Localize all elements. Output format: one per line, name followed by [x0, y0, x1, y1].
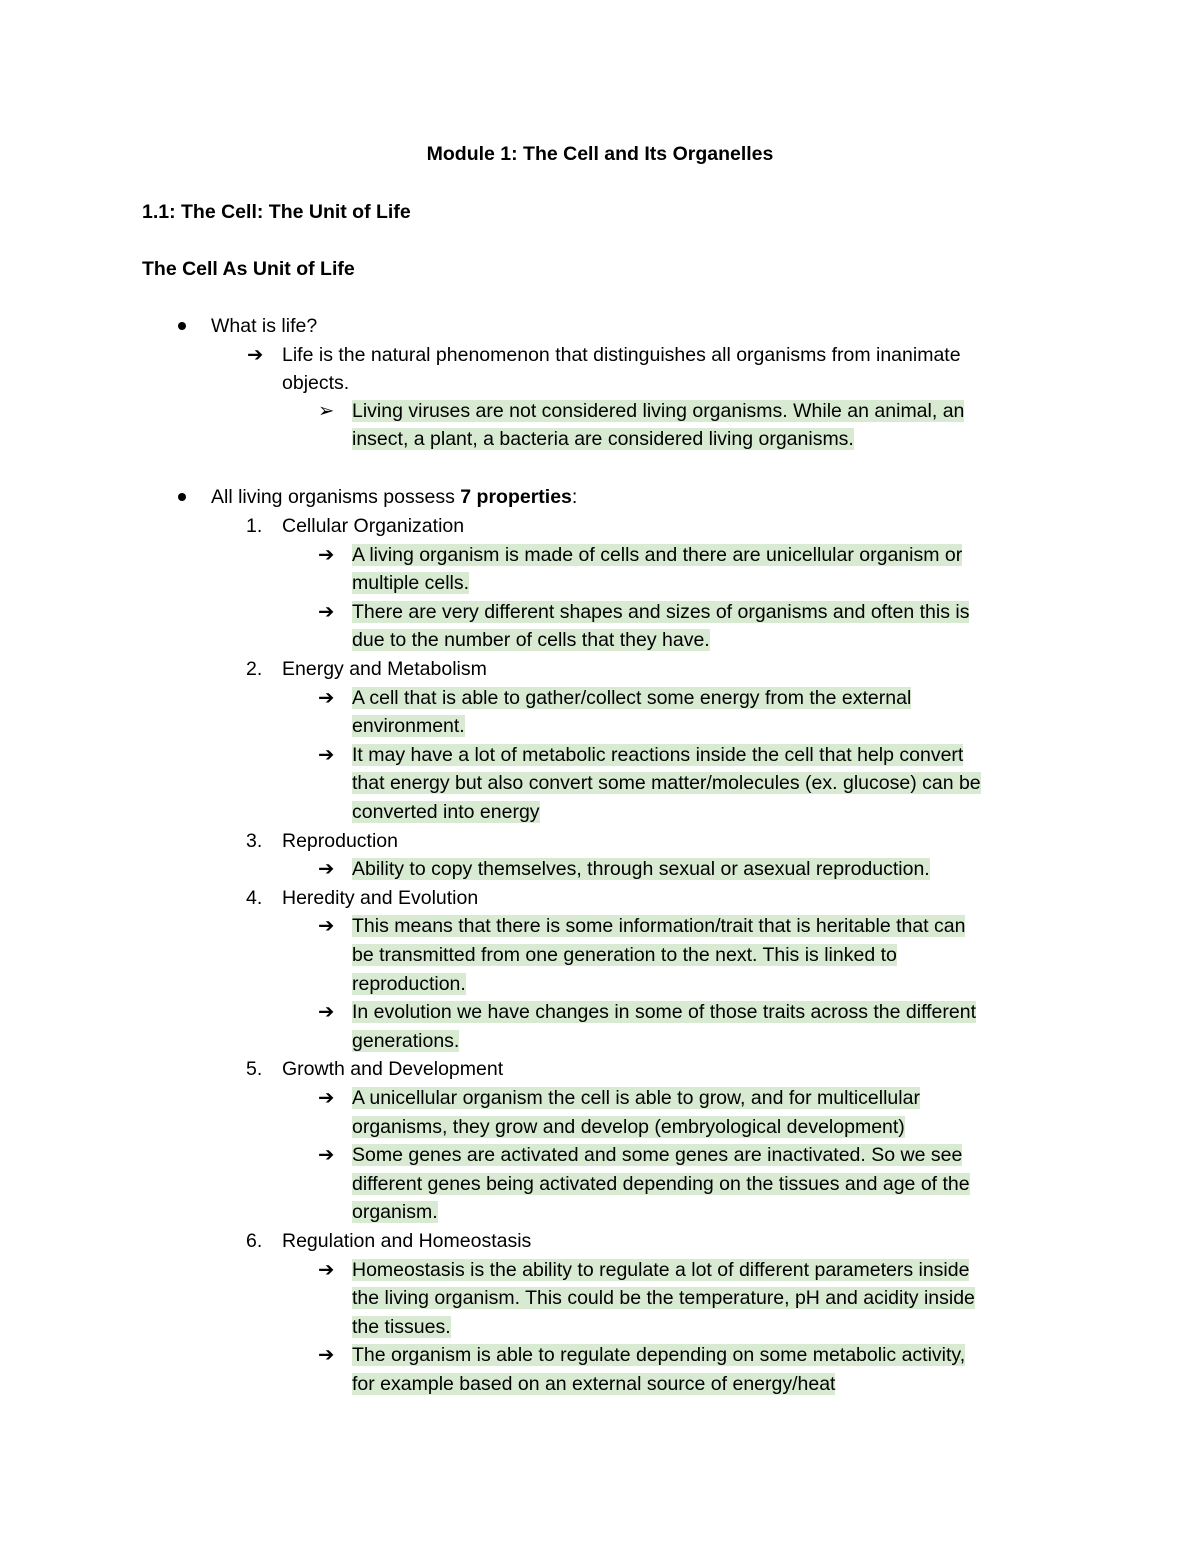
arrow-icon: ➔ [247, 344, 264, 366]
property-number: 3. [246, 830, 263, 852]
property-point-line: organisms, they grow and develop (embryological development) [352, 1116, 905, 1138]
property-point-line: the living organism. This could be the temperature, pH and acidity inside [352, 1287, 975, 1309]
arrow-icon: ➔ [318, 744, 335, 766]
property-point-line: converted into energy [352, 801, 540, 823]
property-point-line: organism. [352, 1201, 438, 1223]
property-point-line: It may have a lot of metabolic reactions inside the cell that help convert [352, 744, 964, 766]
arrow-icon: ➔ [318, 687, 335, 709]
arrow-icon: ➔ [318, 915, 335, 937]
property-label: Reproduction [282, 830, 398, 852]
property-point-line: In evolution we have changes in some of those traits across the different [352, 1001, 976, 1023]
answer-line: Life is the natural phenomenon that distinguishes all organisms from inanimate [282, 344, 961, 366]
property-number: 6. [246, 1230, 263, 1252]
property-point-line: This means that there is some information/trait that is heritable that can [352, 915, 966, 937]
arrow-icon: ➔ [318, 1087, 335, 1109]
property-label: Regulation and Homeostasis [282, 1230, 532, 1252]
property-number: 2. [246, 658, 263, 680]
note-line: Living viruses are not considered living organisms. While an animal, an [352, 400, 965, 422]
property-point-line: generations. [352, 1030, 460, 1052]
bullet-icon [178, 322, 186, 330]
question-text: What is life? [211, 315, 318, 337]
property-point-line: There are very different shapes and sizes of organisms and often this is [352, 601, 970, 623]
page-title: Module 1: The Cell and Its Organelles [426, 143, 774, 165]
subheading: The Cell As Unit of Life [142, 258, 355, 280]
property-number: 5. [246, 1058, 263, 1080]
property-number: 4. [246, 887, 263, 909]
property-point-line: that energy but also convert some matter/molecules (ex. glucose) can be [352, 772, 981, 794]
property-label: Heredity and Evolution [282, 887, 479, 909]
property-point-line: multiple cells. [352, 572, 470, 594]
property-label: Cellular Organization [282, 515, 465, 537]
answer-line: objects. [282, 372, 350, 394]
property-point-line: environment. [352, 715, 465, 737]
property-label: Growth and Development [282, 1058, 504, 1080]
property-point-line: Some genes are activated and some genes are inactivated. So we see [352, 1144, 963, 1166]
arrow-icon: ➔ [318, 544, 335, 566]
property-point-line: due to the number of cells that they have. [352, 629, 710, 651]
property-number: 1. [246, 515, 263, 537]
property-point-line: reproduction. [352, 973, 466, 995]
property-point-line: Ability to copy themselves, through sexual or asexual reproduction. [352, 858, 930, 880]
arrow-icon: ➔ [318, 601, 335, 623]
arrow-icon: ➔ [318, 1001, 335, 1023]
properties-intro: All living organisms possess 7 properties: [211, 486, 578, 508]
arrow-icon: ➔ [318, 858, 335, 880]
note-line: insect, a plant, a bacteria are considered living organisms. [352, 428, 854, 450]
section-heading: 1.1: The Cell: The Unit of Life [142, 201, 411, 223]
property-point-line: A cell that is able to gather/collect some energy from the external [352, 687, 912, 709]
property-point-line: the tissues. [352, 1316, 451, 1338]
bullet-icon [178, 493, 186, 501]
property-point-line: Homeostasis is the ability to regulate a lot of different parameters inside [352, 1259, 970, 1281]
arrow-icon: ➔ [318, 1344, 335, 1366]
property-label: Energy and Metabolism [282, 658, 487, 680]
property-point-line: different genes being activated depending on the tissues and age of the [352, 1173, 970, 1195]
property-point-line: A living organism is made of cells and there are unicellular organism or [352, 544, 963, 566]
property-point-line: The organism is able to regulate depending on some metabolic activity, [352, 1344, 966, 1366]
property-point-line: A unicellular organism the cell is able to grow, and for multicellular [352, 1087, 920, 1109]
arrowhead-icon: ➢ [318, 400, 335, 422]
arrow-icon: ➔ [318, 1259, 335, 1281]
arrow-icon: ➔ [318, 1144, 335, 1166]
property-point-line: be transmitted from one generation to the next. This is linked to [352, 944, 897, 966]
property-point-line: for example based on an external source of energy/heat [352, 1373, 836, 1395]
